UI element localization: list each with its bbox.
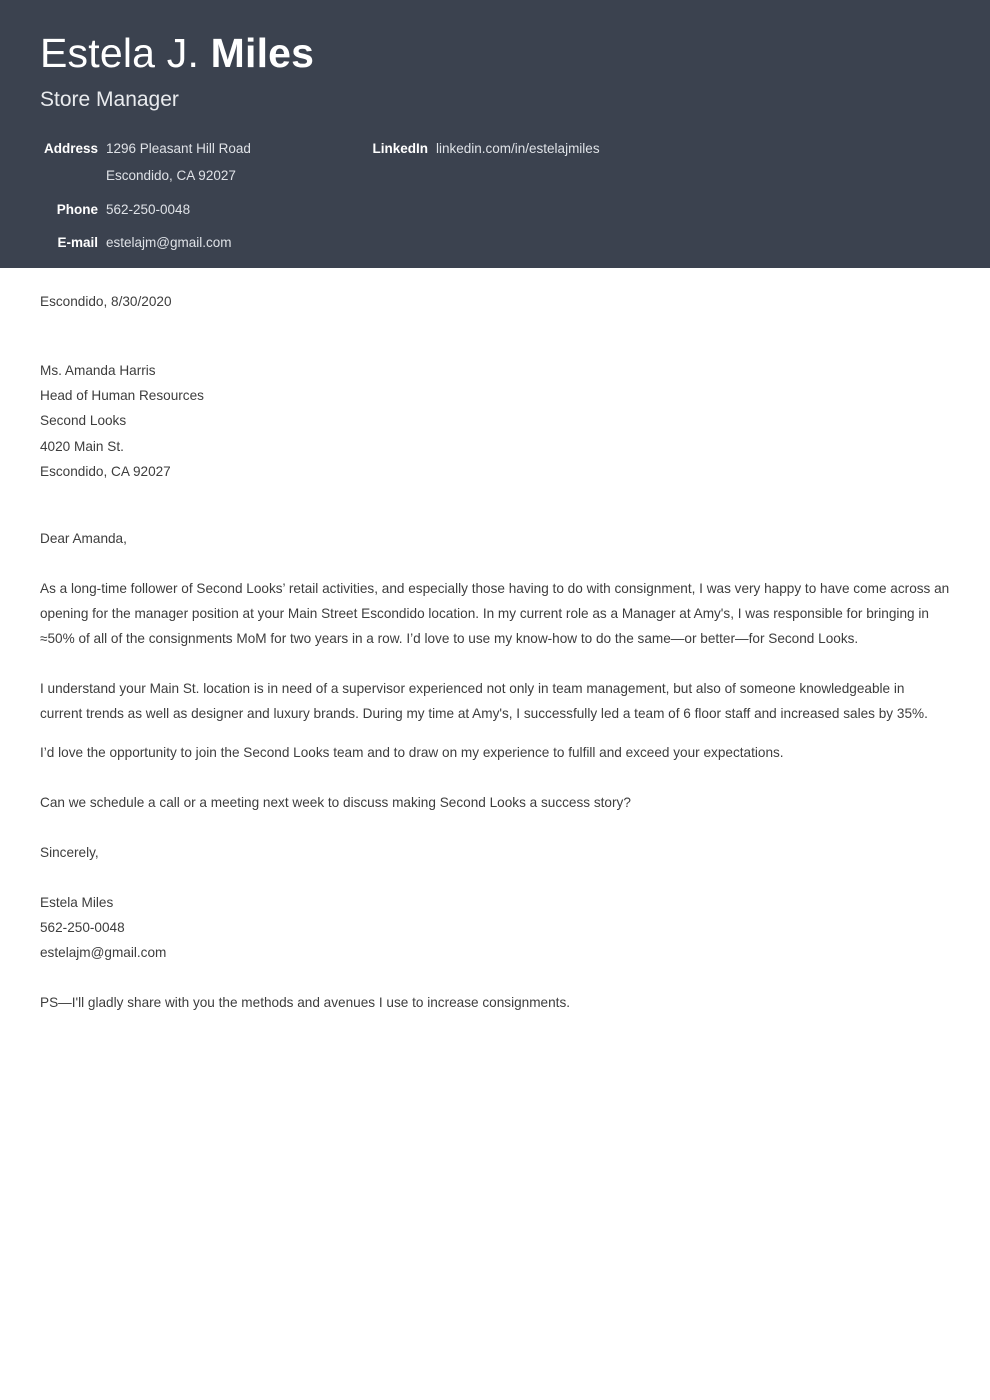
email-value[interactable]: estelajm@gmail.com xyxy=(106,235,232,251)
recipient-name: Ms. Amanda Harris xyxy=(40,363,156,378)
applicant-first-name: Estela J. xyxy=(40,30,211,76)
recipient-title: Head of Human Resources xyxy=(40,388,204,404)
body-paragraph-3: I’d love the opportunity to join the Second Looks team and to draw on my experience to fulfill and exceed your expectations. xyxy=(40,744,784,760)
postscript: PS—I'll gladly share with you the methods and avenues I use to increase consignments. xyxy=(40,995,571,1011)
recipient-company: Second Looks xyxy=(40,413,127,429)
contact-column-left xyxy=(40,139,365,254)
signature-block xyxy=(40,890,950,966)
contact-row-address xyxy=(40,139,365,160)
signature-phone[interactable]: 562-250-0048 xyxy=(40,919,125,935)
body-paragraph-1: As a long-time follower of Second Looks’ retail activities, and especially those having to do with consignment, I was very happy to have come across an opening for the manager position at your Main Street Escondido location. In my current role as a Manager at Amy's, I was responsible for bringing in ≈50% of all of the consignments MoM for two years in a row. I’d love to use my know-how to do the same—or better—for Second Looks. xyxy=(40,581,950,647)
contact-column-right xyxy=(365,139,950,160)
salutation: Dear Amanda, xyxy=(40,531,127,547)
closing-line: Sincerely, xyxy=(40,844,99,860)
contact-row-linkedin xyxy=(365,139,950,160)
phone-value[interactable]: 562-250-0048 xyxy=(106,202,191,218)
body-paragraph-4: Can we schedule a call or a meeting next week to discuss making Second Looks a success story? xyxy=(40,794,631,810)
address-line-1: 1296 Pleasant Hill Road xyxy=(106,141,251,157)
applicant-name xyxy=(40,30,950,77)
contact-row-address-2 xyxy=(40,166,365,187)
signature-name: Estela Miles xyxy=(40,894,114,910)
email-label: E-mail xyxy=(57,235,98,251)
linkedin-value[interactable]: linkedin.com/in/estelajmiles xyxy=(436,141,600,157)
contact-row-email xyxy=(40,233,365,254)
contact-details xyxy=(40,139,950,254)
applicant-job-title: Store Manager xyxy=(40,88,179,112)
recipient-street: 4020 Main St. xyxy=(40,438,124,454)
applicant-last-name: Miles xyxy=(210,30,315,76)
address-label: Address xyxy=(43,141,98,157)
letter-body xyxy=(0,289,990,1015)
recipient-address-block xyxy=(40,358,950,484)
letterhead-header xyxy=(0,0,990,268)
body-paragraph-2: I understand your Main St. location is in need of a supervisor experienced not only in team management, but also of someone knowledgeable in current trends as well as designer and luxury brands. During my time at Amy's, I successfully led a team of 6 floor staff and increased sales by 35%. xyxy=(40,681,928,722)
recipient-city-state-zip: Escondido, CA 92027 xyxy=(40,463,171,479)
contact-row-phone xyxy=(40,200,365,221)
date-line: Escondido, 8/30/2020 xyxy=(40,294,172,309)
signature-email[interactable]: estelajm@gmail.com xyxy=(40,945,167,961)
address-line-2: Escondido, CA 92027 xyxy=(106,168,236,184)
linkedin-label: LinkedIn xyxy=(372,141,428,157)
phone-label: Phone xyxy=(56,202,98,218)
